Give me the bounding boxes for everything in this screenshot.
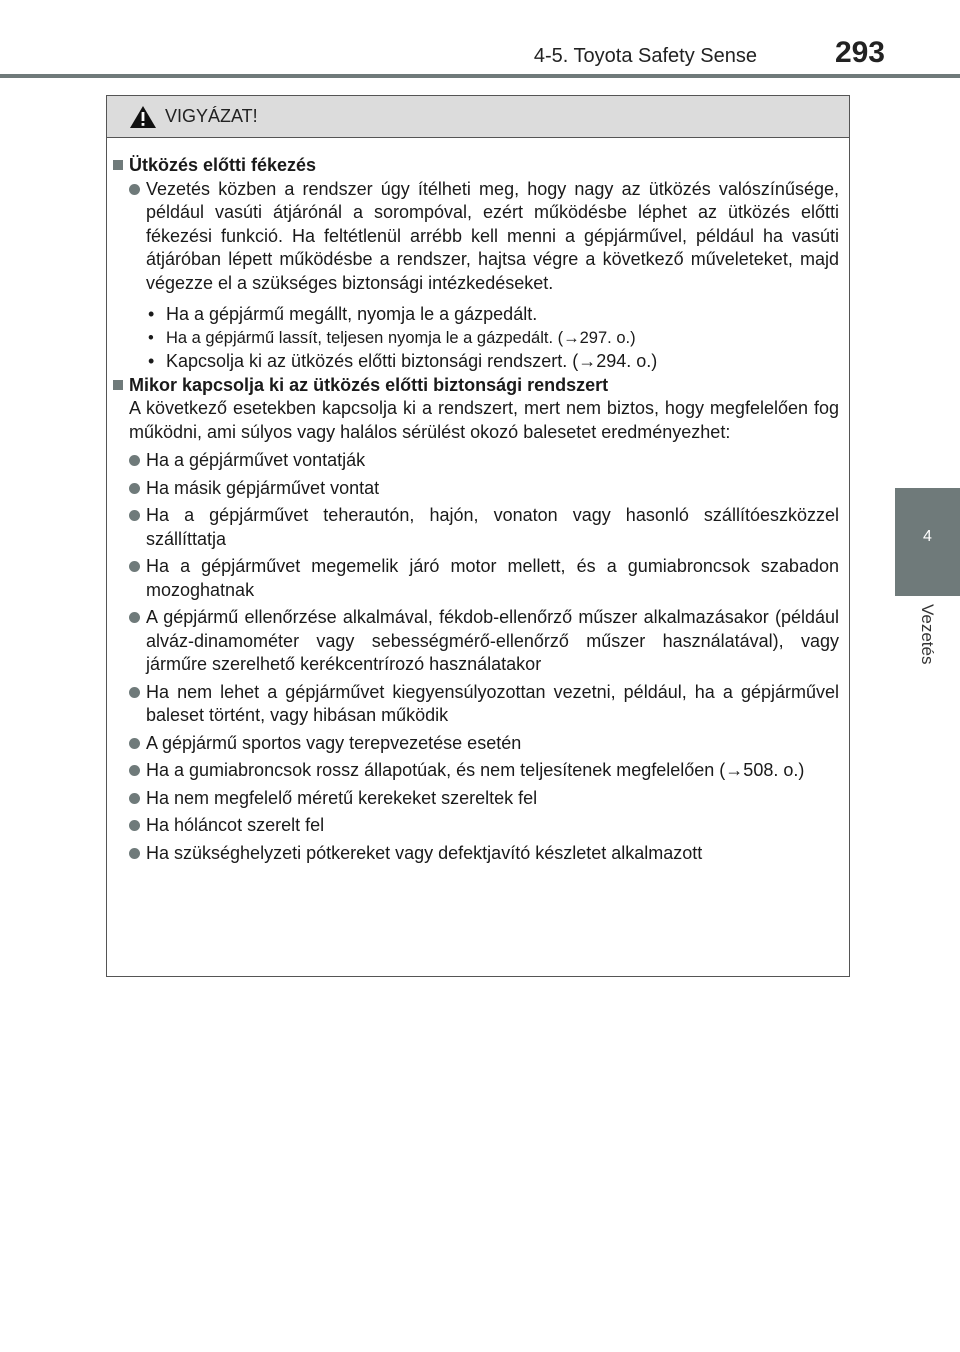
bullet-item (113, 449, 839, 473)
intro-paragraph: A következő esetekben kapcsolja ki a rendszert, mert nem biztos, hogy megfelelően fog működni, ami súlyos vagy halálos sérülést okozó balesetet eredményezhet: (129, 398, 839, 442)
bullet-text: Ha a gumiabroncsok rossz állapotúak, és nem teljesítenek megfelelően (→508. o.) (146, 760, 805, 780)
round-bullet-icon (129, 738, 140, 749)
dash-bullet: • (148, 351, 155, 371)
sub-item (113, 303, 839, 327)
sub-item-text: Ha a gépjármű lassít, teljesen nyomja le a gázpedált. (→297. o.) (166, 328, 636, 347)
round-bullet-icon (129, 848, 140, 859)
sub-item-text: Ha a gépjármű megállt, nyomja le a gázpedált. (166, 304, 538, 324)
chapter-number: 4 (923, 528, 932, 545)
chapter-label: Vezetés (918, 604, 937, 665)
chapter-tab (895, 488, 960, 596)
bullet-text: Ha nem megfelelő méretű kerekeket szereltek fel (146, 787, 538, 808)
section-title: 4-5. Toyota Safety Sense (533, 45, 757, 67)
round-bullet-icon (129, 687, 140, 698)
bullet-item (113, 555, 839, 602)
bullet-text: Ha másik gépjárművet vontat (146, 477, 380, 498)
round-bullet-icon (129, 793, 140, 804)
warning-box (106, 95, 850, 977)
warning-title: VIGYÁZAT! (165, 106, 258, 126)
bullet-text: Ha nem lehet a gépjárművet kiegyensúlyozottan vezetni, például, ha a gépjárművel baleset történt, vagy hibásan működik (146, 681, 839, 725)
section-heading (113, 374, 839, 398)
bullet-text: Ha a gépjárművet teherautón, hajón, vonaton vagy hasonló szállítóeszközzel szállíttatja (146, 505, 839, 549)
warning-triangle-icon (129, 105, 157, 129)
sub-item (113, 327, 839, 351)
sub-item (113, 350, 839, 374)
bullet-item (113, 178, 839, 296)
page-number: 293 (834, 36, 885, 69)
bullet-item (113, 681, 839, 728)
bullet-text: Ha a gépjárművet vontatják (146, 450, 366, 470)
round-bullet-icon (129, 612, 140, 623)
square-bullet-icon (113, 380, 123, 390)
bullet-text: Vezetés közben a rendszer úgy ítélheti meg, hogy nagy az ütközés valószínűsége, például vasúti átjárónál a sorompóval, ezért működésbe léphet az ütközés előtti fékezési funkció. Ha feltétlenül arrébb kell menni a gépjárművel, például ha vasúti átjáróban lépett működésbe a rendszer, hajtsa végre a következő műveleteket, majd végezze el a szükséges biztonsági intézkedéseket. (146, 178, 839, 293)
bullet-item (113, 606, 839, 677)
warning-body (107, 138, 849, 865)
bullet-item (113, 842, 839, 866)
dash-bullet: • (148, 328, 154, 347)
bullet-text: Ha hóláncot szerelt fel (146, 815, 325, 835)
header-rule (0, 74, 960, 78)
section-heading (113, 154, 839, 178)
bullet-text: Ha szükséghelyzeti pótkereket vagy defektjavító készletet alkalmazott (146, 842, 703, 863)
bullet-item (113, 477, 839, 501)
sub-item-text: Kapcsolja ki az ütközés előtti biztonsági rendszert. (→294. o.) (166, 351, 658, 371)
section-heading-text: Mikor kapcsolja ki az ütközés előtti biztonsági rendszert (129, 374, 609, 395)
section-heading-text: Ütközés előtti fékezés (129, 155, 317, 175)
dash-bullet: • (148, 304, 155, 324)
round-bullet-icon (129, 455, 140, 466)
bullet-item (113, 504, 839, 551)
bullet-list (113, 449, 839, 865)
bullet-text: Ha a gépjárművet megemelik járó motor mellett, és a gumiabroncsok szabadon mozoghatnak (146, 556, 839, 600)
bullet-item (113, 814, 839, 838)
round-bullet-icon (129, 483, 140, 494)
square-bullet-icon (113, 160, 123, 170)
round-bullet-icon (129, 820, 140, 831)
bullet-text: A gépjármű sportos vagy terepvezetése esetén (146, 732, 522, 753)
bullet-item (113, 732, 839, 756)
round-bullet-icon (129, 561, 140, 572)
warning-header (107, 96, 849, 138)
bullet-text: A gépjármű ellenőrzése alkalmával, fékdob-ellenőrző műszer alkalmazásakor (például alváz-dinamométer vagy sebességmérő-ellenőrző műszer használatával), vagy járműre szerelhető kerékcentrírozó használatakor (146, 607, 839, 674)
round-bullet-icon (129, 184, 140, 195)
round-bullet-icon (129, 510, 140, 521)
bullet-item (113, 759, 839, 783)
chapter-label-area (895, 596, 960, 716)
round-bullet-icon (129, 765, 140, 776)
bullet-item (113, 787, 839, 811)
